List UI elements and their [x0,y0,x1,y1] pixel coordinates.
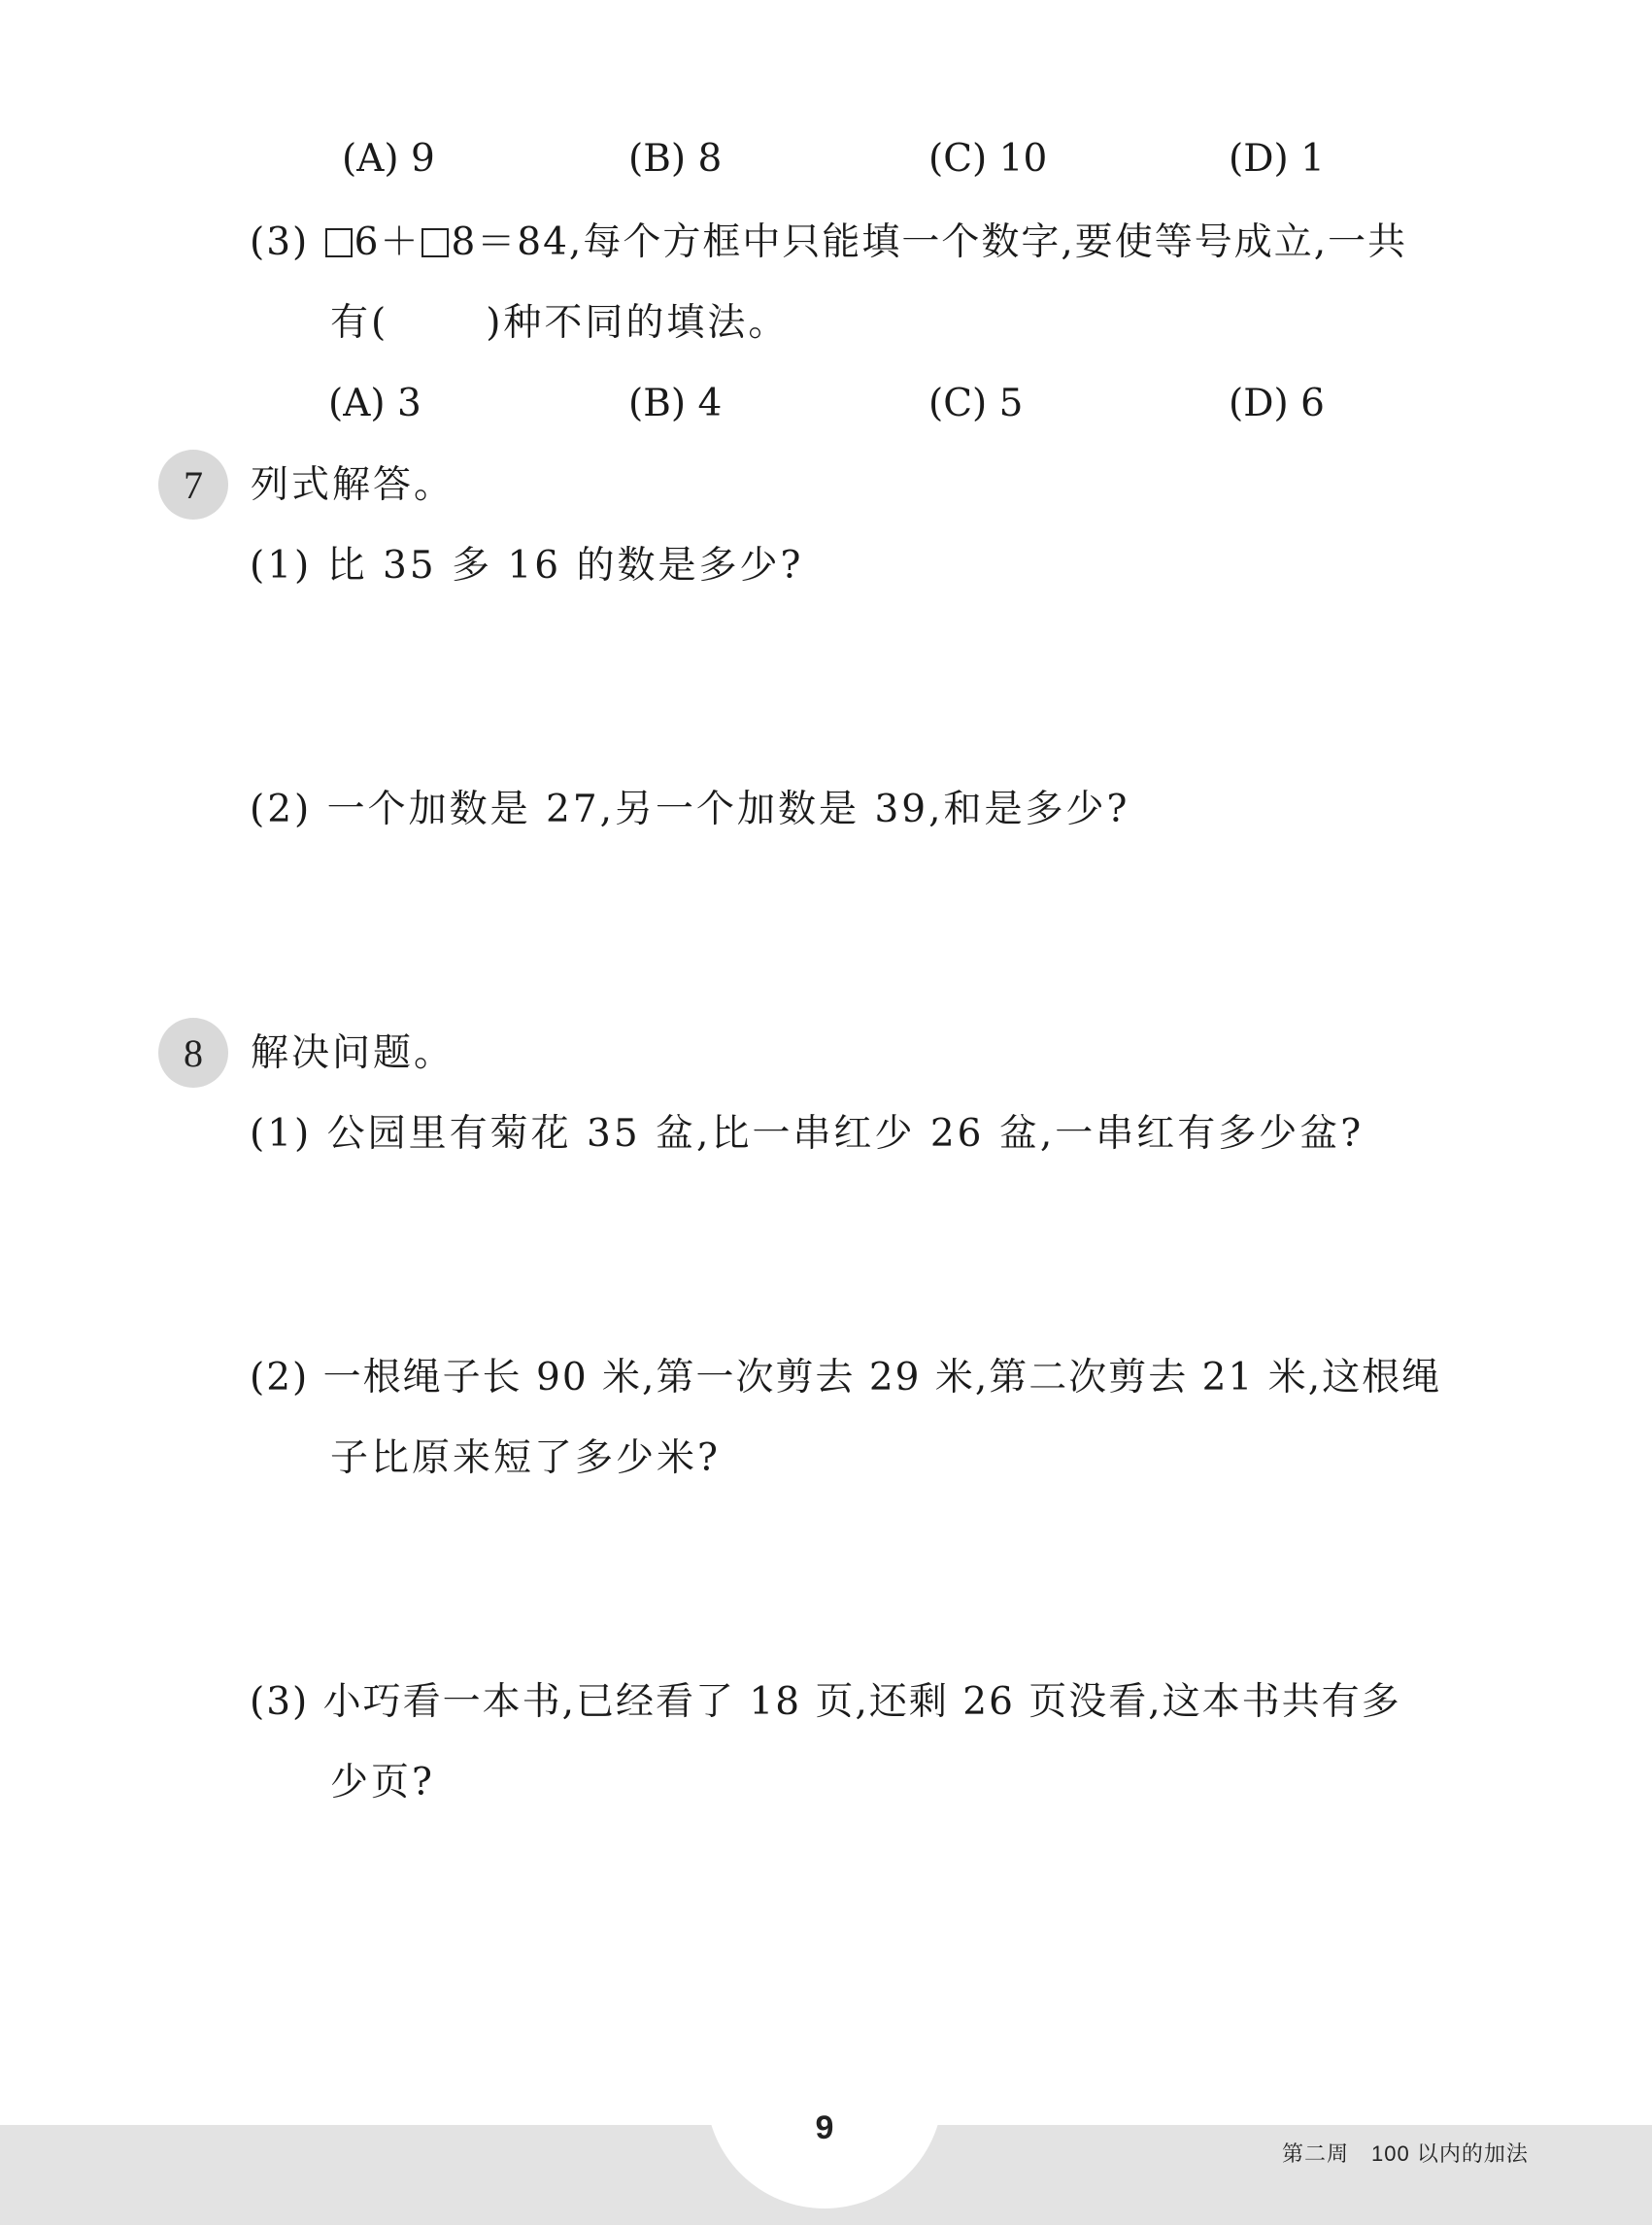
page-number: 9 [815,2109,834,2146]
q8-part-3-line1: (3) 小巧看一本书,已经看了 18 页,还剩 26 页没看,这本书共有多 [250,1680,1401,1724]
q8-part-2-line2: 子比原来短了多少米? [330,1436,721,1480]
q6-2-option-c: (C) 10 [928,137,1048,181]
q6-2-option-b: (B) 8 [628,137,723,181]
q6-3-line2-end: )种不同的填法。 [486,301,790,345]
q7-part-2: (2) 一个加数是 27,另一个加数是 39,和是多少? [250,788,1130,831]
q6-3-label: (3) [250,220,310,264]
q6-2-option-d: (D) 1 [1229,137,1325,181]
q6-3-expr-a: 6＋ [354,220,421,264]
q6-3-line1 [250,220,1408,264]
q7-part-1: (1) 比 35 多 16 的数是多少? [250,544,804,588]
q8-part-3-line2: 少页? [330,1761,435,1804]
answer-box-2 [421,228,449,257]
q6-3-expr-b: 8＝84,每个方框中只能填一个数字,要使等号成立,一共 [451,220,1408,264]
q8-part-2-line1: (2) 一根绳子长 90 米,第一次剪去 29 米,第二次剪去 21 米,这根绳 [250,1356,1442,1399]
q6-3-option-b: (B) 4 [628,382,723,425]
answer-box-1 [325,228,353,257]
q6-3-option-c: (C) 5 [928,382,1024,425]
q6-3-option-d: (D) 6 [1229,382,1325,425]
q6-3-option-a: (A) 3 [328,382,421,425]
chapter-title: 第二周 100 以内的加法 [1282,2141,1529,2166]
q8-part-1: (1) 公园里有菊花 35 盆,比一串红少 26 盆,一串红有多少盆? [250,1112,1365,1156]
page-number-circle [706,1972,943,2208]
q7-title: 列式解答。 [251,463,455,507]
question-number-badge: 8 [158,1018,228,1088]
q8-title: 解决问题。 [251,1031,455,1075]
question-number-badge: 7 [158,450,228,520]
q6-3-line2-start: 有( [330,301,389,345]
q6-2-option-a: (A) 9 [342,137,435,181]
q6-3-line2 [330,301,790,345]
